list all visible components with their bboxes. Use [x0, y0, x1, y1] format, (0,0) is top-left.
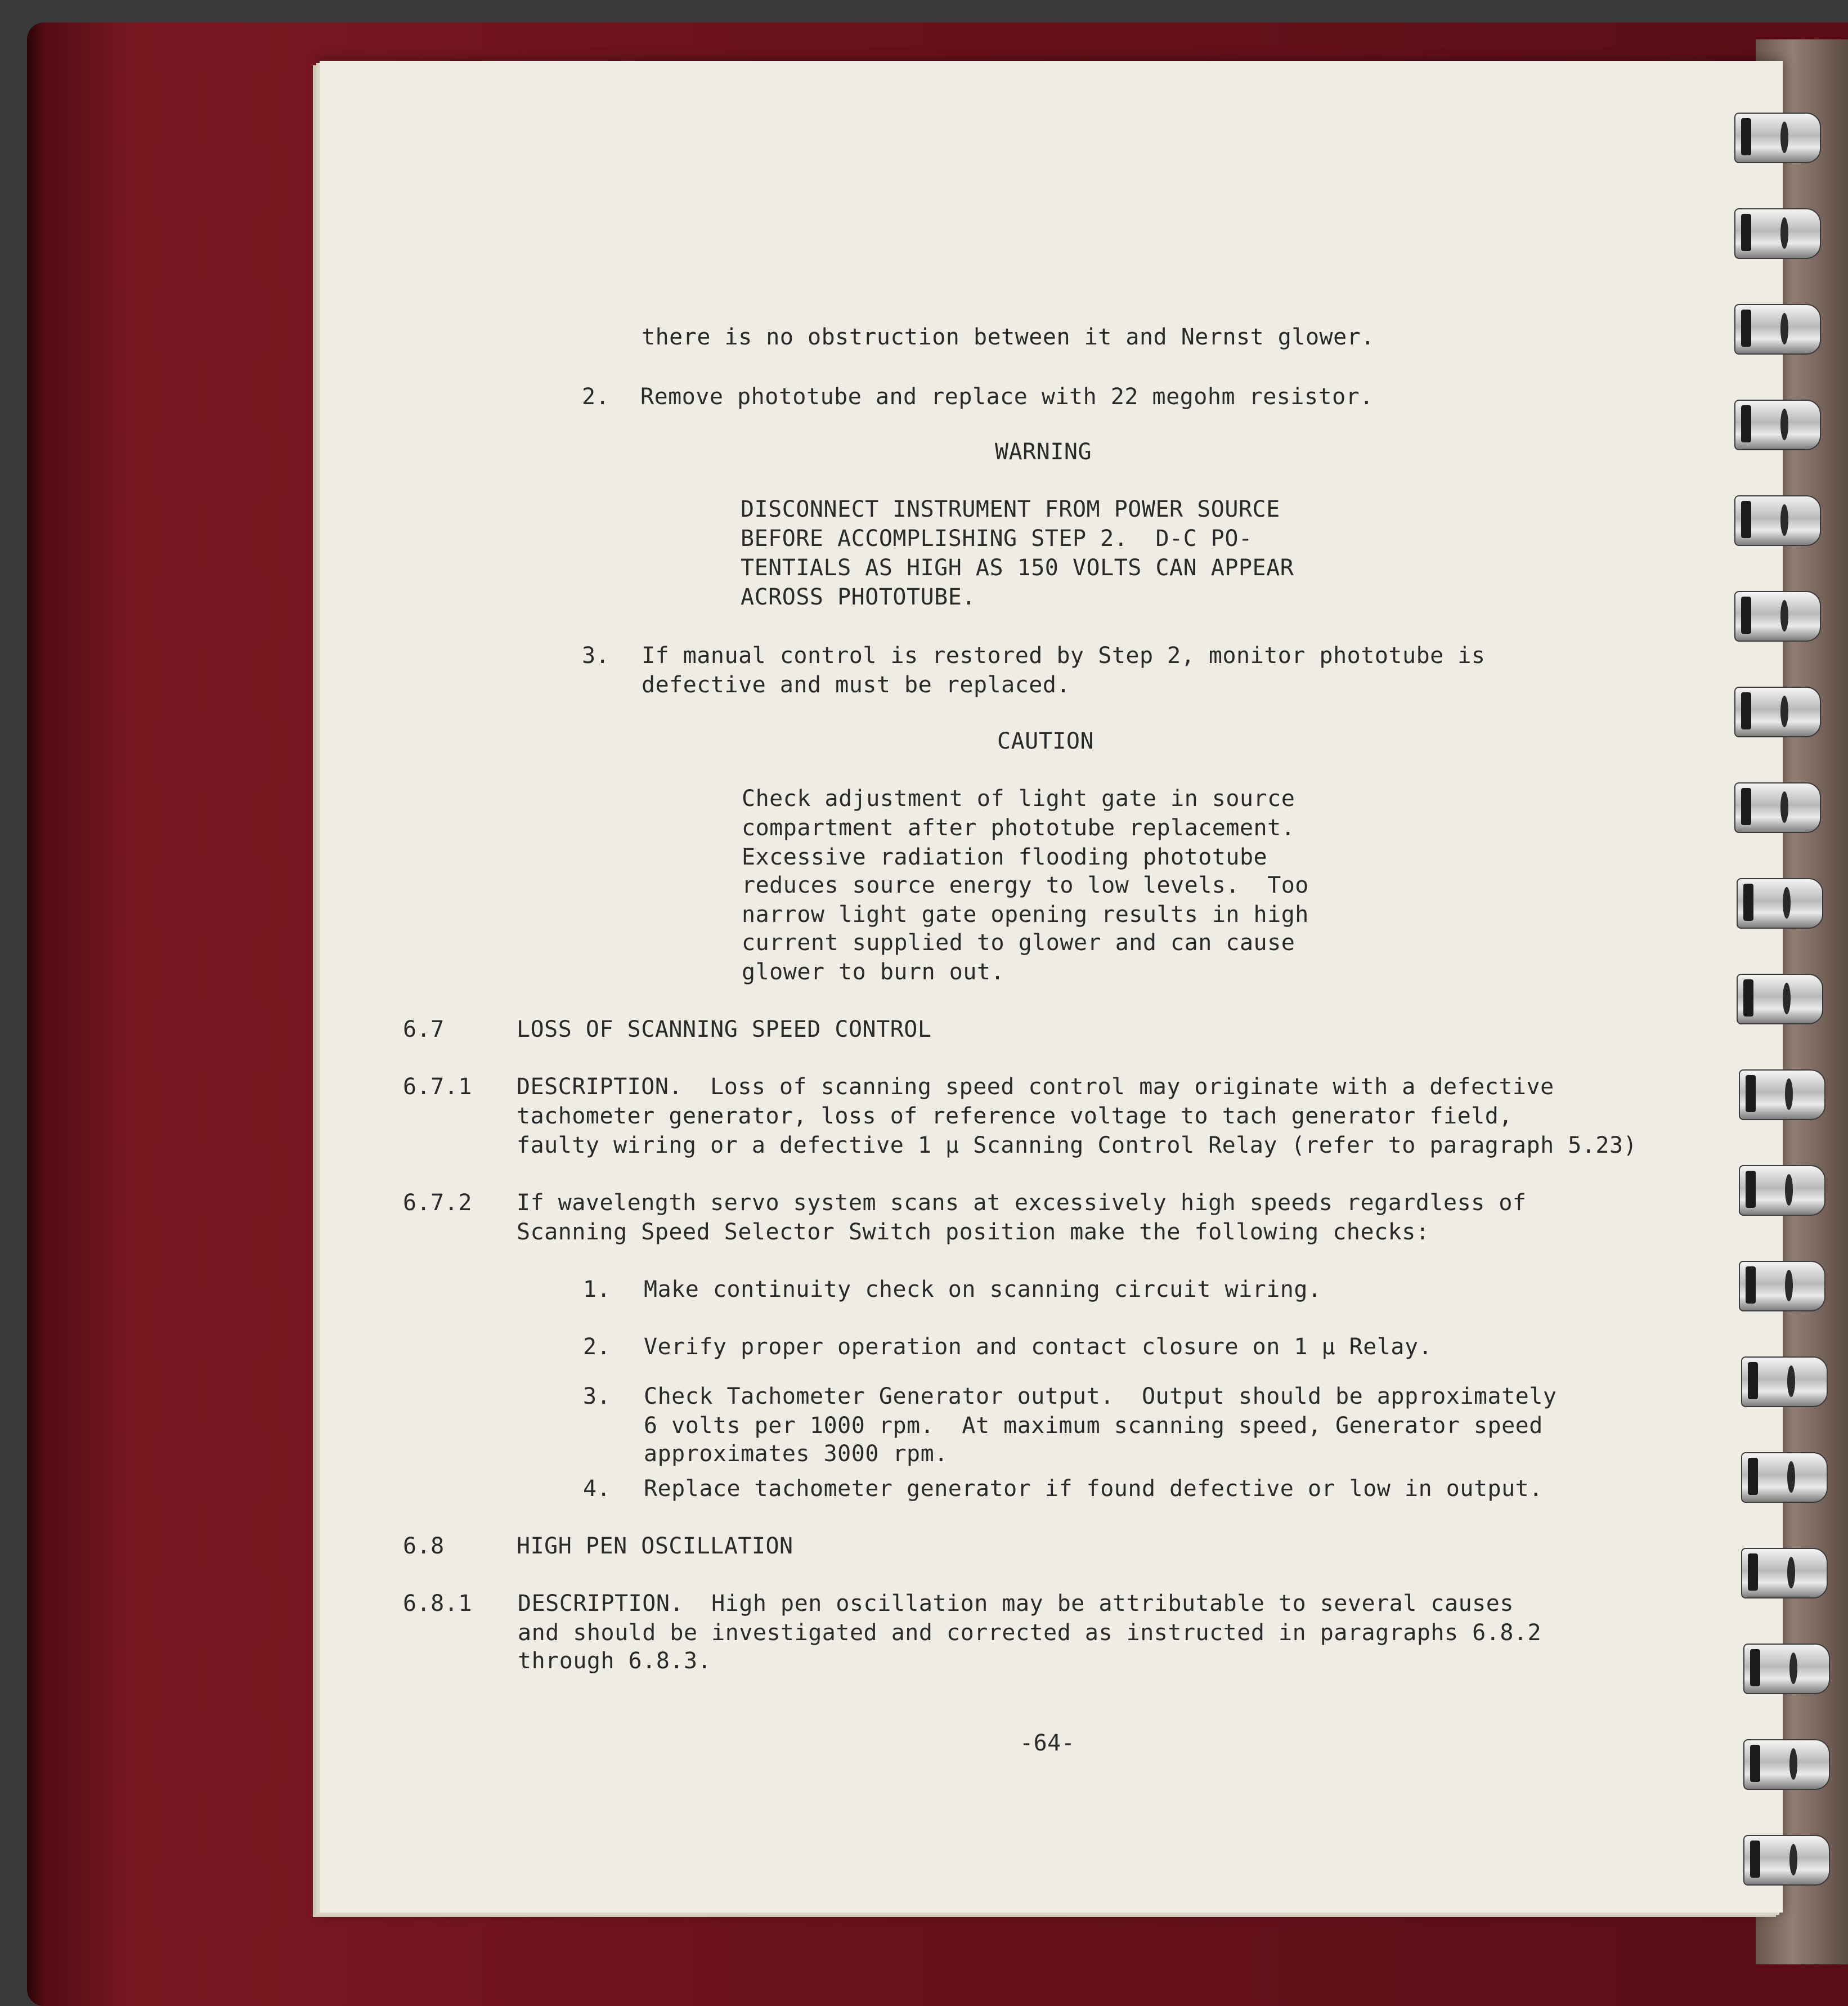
section-6-8-number: 6.8 [403, 1533, 445, 1559]
caution-line: narrow light gate opening results in high [742, 902, 1309, 928]
caution-line: Excessive radiation flooding phototube [742, 844, 1268, 870]
check-line: 6 volts per 1000 rpm. At maximum scanning speed, Generator speed [644, 1413, 1543, 1439]
step-2-text: Remove phototube and replace with 22 megohm resistor. [640, 384, 1374, 410]
binder-ring [1734, 400, 1821, 450]
check-line: Verify proper operation and contact closure on 1 μ Relay. [644, 1334, 1433, 1360]
caution-line: current supplied to glower and can cause [742, 930, 1295, 956]
section-6-7-2-number: 6.7.2 [403, 1190, 472, 1216]
binder-ring [1743, 1835, 1830, 1886]
caution-line: glower to burn out. [742, 959, 1005, 985]
binder-ring [1734, 687, 1821, 737]
check-line: approximates 3000 rpm. [644, 1441, 948, 1467]
check-number: 1. [583, 1277, 611, 1302]
section-6-7-1-line: DESCRIPTION. Loss of scanning speed control may originate with a defective [517, 1074, 1554, 1100]
step-3-line: defective and must be replaced. [642, 672, 1071, 698]
step-2-number: 2. [582, 384, 610, 410]
caution-line: Check adjustment of light gate in source [742, 786, 1295, 812]
binder-ring [1734, 304, 1821, 355]
section-6-8-title: HIGH PEN OSCILLATION [517, 1533, 793, 1559]
warning-line: BEFORE ACCOMPLISHING STEP 2. D-C PO- [741, 526, 1253, 552]
section-6-8-1-line: DESCRIPTION. High pen oscillation may be attributable to several causes [518, 1591, 1514, 1617]
binder-ring [1743, 1739, 1830, 1790]
section-6-7-2-line: If wavelength servo system scans at excessively high speeds regardless of [517, 1190, 1527, 1216]
binder-ring [1741, 1356, 1828, 1407]
caution-heading: CAUTION [997, 728, 1095, 754]
section-6-7-title: LOSS OF SCANNING SPEED CONTROL [517, 1017, 932, 1042]
check-line: Replace tachometer generator if found defective or low in output. [644, 1476, 1543, 1502]
binder-ring [1734, 495, 1821, 546]
section-6-7-1-line: faulty wiring or a defective 1 μ Scanning Control Relay (refer to paragraph 5.23) [517, 1132, 1638, 1158]
caution-line: reduces source energy to low levels. Too [742, 872, 1309, 898]
warning-line: ACROSS PHOTOTUBE. [741, 584, 976, 610]
check-line: Check Tachometer Generator output. Output should be approximately [644, 1383, 1557, 1409]
section-6-8-1-line: through 6.8.3. [518, 1648, 712, 1674]
binder-ring [1737, 878, 1823, 929]
section-6-7-1-number: 6.7.1 [403, 1074, 472, 1100]
warning-line: DISCONNECT INSTRUMENT FROM POWER SOURCE [741, 496, 1280, 522]
section-6-8-1-line: and should be investigated and corrected as instructed in paragraphs 6.8.2 [518, 1620, 1542, 1646]
check-number: 3. [583, 1383, 611, 1409]
binder-ring [1741, 1452, 1828, 1503]
warning-line: TENTIALS AS HIGH AS 150 VOLTS CAN APPEAR [741, 555, 1294, 581]
binder-edge [27, 23, 47, 2006]
step-3-number: 3. [582, 643, 610, 669]
page-number: -64- [1020, 1730, 1075, 1756]
check-number: 2. [583, 1334, 611, 1360]
binder-ring [1734, 782, 1821, 833]
section-6-8-1-number: 6.8.1 [403, 1591, 472, 1617]
warning-heading: WARNING [995, 439, 1092, 465]
binder-ring [1741, 1548, 1828, 1598]
section-6-7-1-line: tachometer generator, loss of reference voltage to tach generator field, [517, 1103, 1513, 1129]
document-page [320, 61, 1783, 1913]
caution-line: compartment after phototube replacement. [742, 815, 1295, 841]
binder-ring [1734, 591, 1821, 642]
intro-line: there is no obstruction between it and Nernst glower. [642, 324, 1375, 350]
step-3-line: If manual control is restored by Step 2, monitor phototube is [642, 643, 1486, 669]
section-6-7-number: 6.7 [403, 1017, 445, 1042]
check-line: Make continuity check on scanning circuit wiring. [644, 1277, 1322, 1302]
binder-ring [1737, 974, 1823, 1024]
binder-ring [1734, 113, 1821, 163]
binder-ring [1739, 1069, 1825, 1120]
binder-ring [1739, 1261, 1825, 1311]
binder-ring [1743, 1644, 1830, 1694]
section-6-7-2-line: Scanning Speed Selector Switch position make the following checks: [517, 1219, 1430, 1245]
check-number: 4. [583, 1476, 611, 1502]
binder-ring [1739, 1165, 1825, 1216]
binder-ring [1734, 208, 1821, 259]
